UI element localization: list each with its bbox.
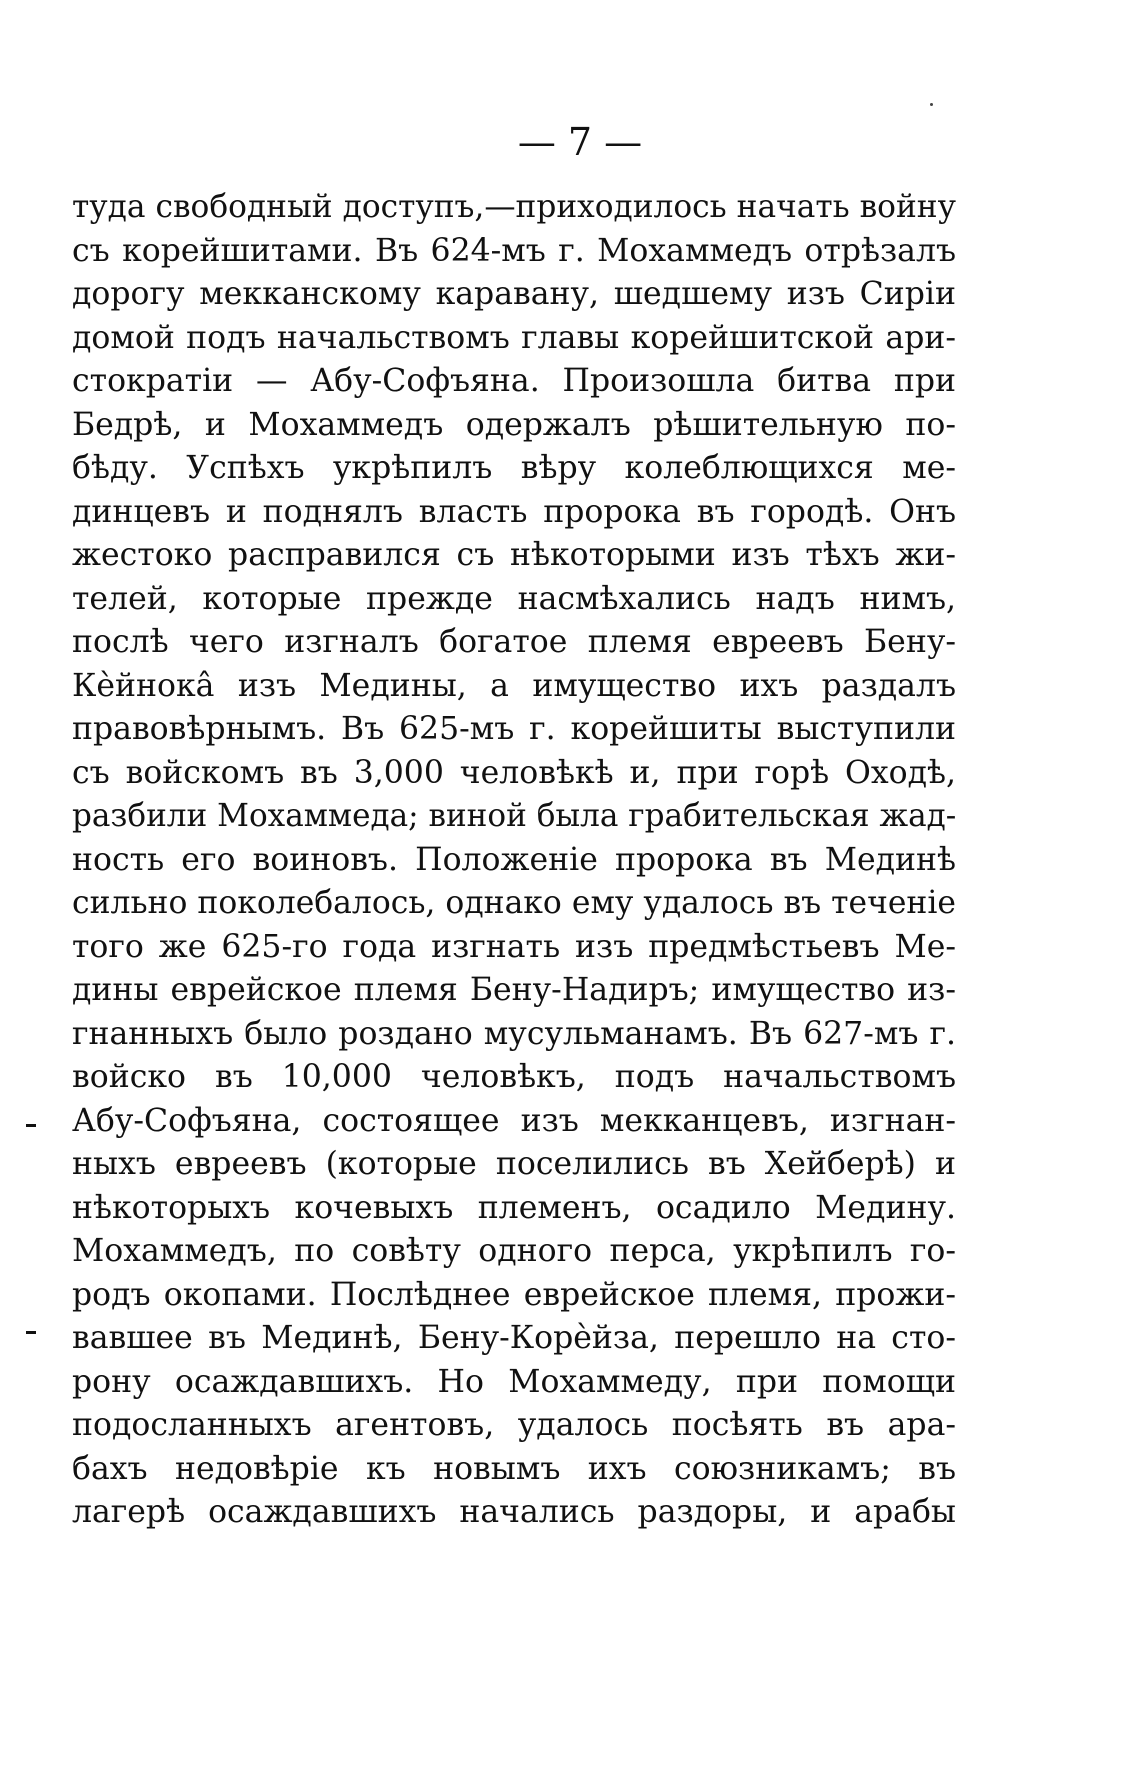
text-line: бахъ недовѣріе къ новымъ ихъ союзникамъ; въ	[72, 1450, 956, 1487]
text-line: ность его воиновъ. Положеніе пророка въ Мединѣ	[72, 841, 956, 878]
text-line: бѣду. Успѣхъ укрѣпилъ вѣру колеблющихся ме-	[72, 450, 956, 486]
text-line: разбили Мохаммеда; виной была грабительская жад-	[72, 798, 957, 834]
text-line: нѣкоторыхъ кочевыхъ племенъ, осадило Медину.	[72, 1189, 956, 1226]
text-line: лагерѣ осаждавшихъ начались раздоры, и арабы	[72, 1494, 956, 1530]
text-line: стократіи — Абу-Софъяна. Произошла битва при	[72, 363, 956, 399]
print-speck	[930, 103, 933, 106]
text-line: Бедрѣ, и Мохаммедъ одержалъ рѣшительную по-	[72, 406, 956, 443]
margin-mark	[26, 1124, 36, 1127]
text-line: домой подъ начальствомъ главы корейшитской ари-	[72, 319, 956, 356]
text-line: жестоко расправился съ нѣкоторыми изъ тѣхъ жи-	[72, 537, 956, 573]
text-line: Мохаммедъ, по совѣту одного перса, укрѣпилъ го-	[72, 1233, 956, 1269]
text-line: съ корейшитами. Въ 624-мъ г. Мохаммедъ отрѣзалъ	[72, 232, 956, 269]
text-line: ныхъ евреевъ (которые поселились въ Хейберѣ) и	[72, 1146, 956, 1182]
text-line: подосланныхъ агентовъ, удалось посѣять въ ара-	[72, 1407, 956, 1443]
body-text	[72, 186, 956, 1535]
text-line: туда свободный доступъ,—приходилось начать войну	[72, 189, 956, 225]
text-line: сильно поколебалось, однако ему удалось въ теченіе	[72, 885, 956, 921]
text-line: рону осаждавшихъ. Но Мохаммеду, при помощи	[72, 1363, 956, 1400]
text-line: съ войскомъ въ 3,000 человѣкѣ и, при горѣ Оходѣ,	[72, 754, 956, 791]
margin-mark	[26, 1331, 36, 1334]
text-line: Кѐйнокâ изъ Медины, а имущество ихъ раздалъ	[72, 667, 956, 704]
text-line: гнанныхъ было роздано мусульманамъ. Въ 627-мъ г.	[72, 1015, 956, 1052]
text-line: родъ окопами. Послѣднее еврейское племя, прожи-	[72, 1276, 956, 1313]
text-line: войско въ 10,000 человѣкъ, подъ начальствомъ	[72, 1059, 956, 1095]
page-number: — 7 —	[517, 120, 643, 164]
text-line: динцевъ и поднялъ власть пророка въ городѣ. Онъ	[72, 493, 956, 530]
text-line: того же 625-го года изгнать изъ предмѣстьевъ Ме-	[72, 928, 956, 965]
text-line: дорогу мекканскому каравану, шедшему изъ Сиріи	[72, 276, 956, 312]
text-line: Абу-Софъяна, состоящее изъ мекканцевъ, изгнан-	[72, 1102, 956, 1139]
text-line: телей, которые прежде насмѣхались надъ нимъ,	[72, 580, 956, 617]
text-line: правовѣрнымъ. Въ 625-мъ г. корейшиты выступили	[72, 711, 956, 747]
text-line: дины еврейское племя Бену-Надиръ; имущество из-	[72, 972, 956, 1008]
text-line: вавшее въ Мединѣ, Бену-Корѐйза, перешло на сто-	[72, 1320, 956, 1356]
text-line: послѣ чего изгналъ богатое племя евреевъ Бену-	[72, 624, 956, 660]
